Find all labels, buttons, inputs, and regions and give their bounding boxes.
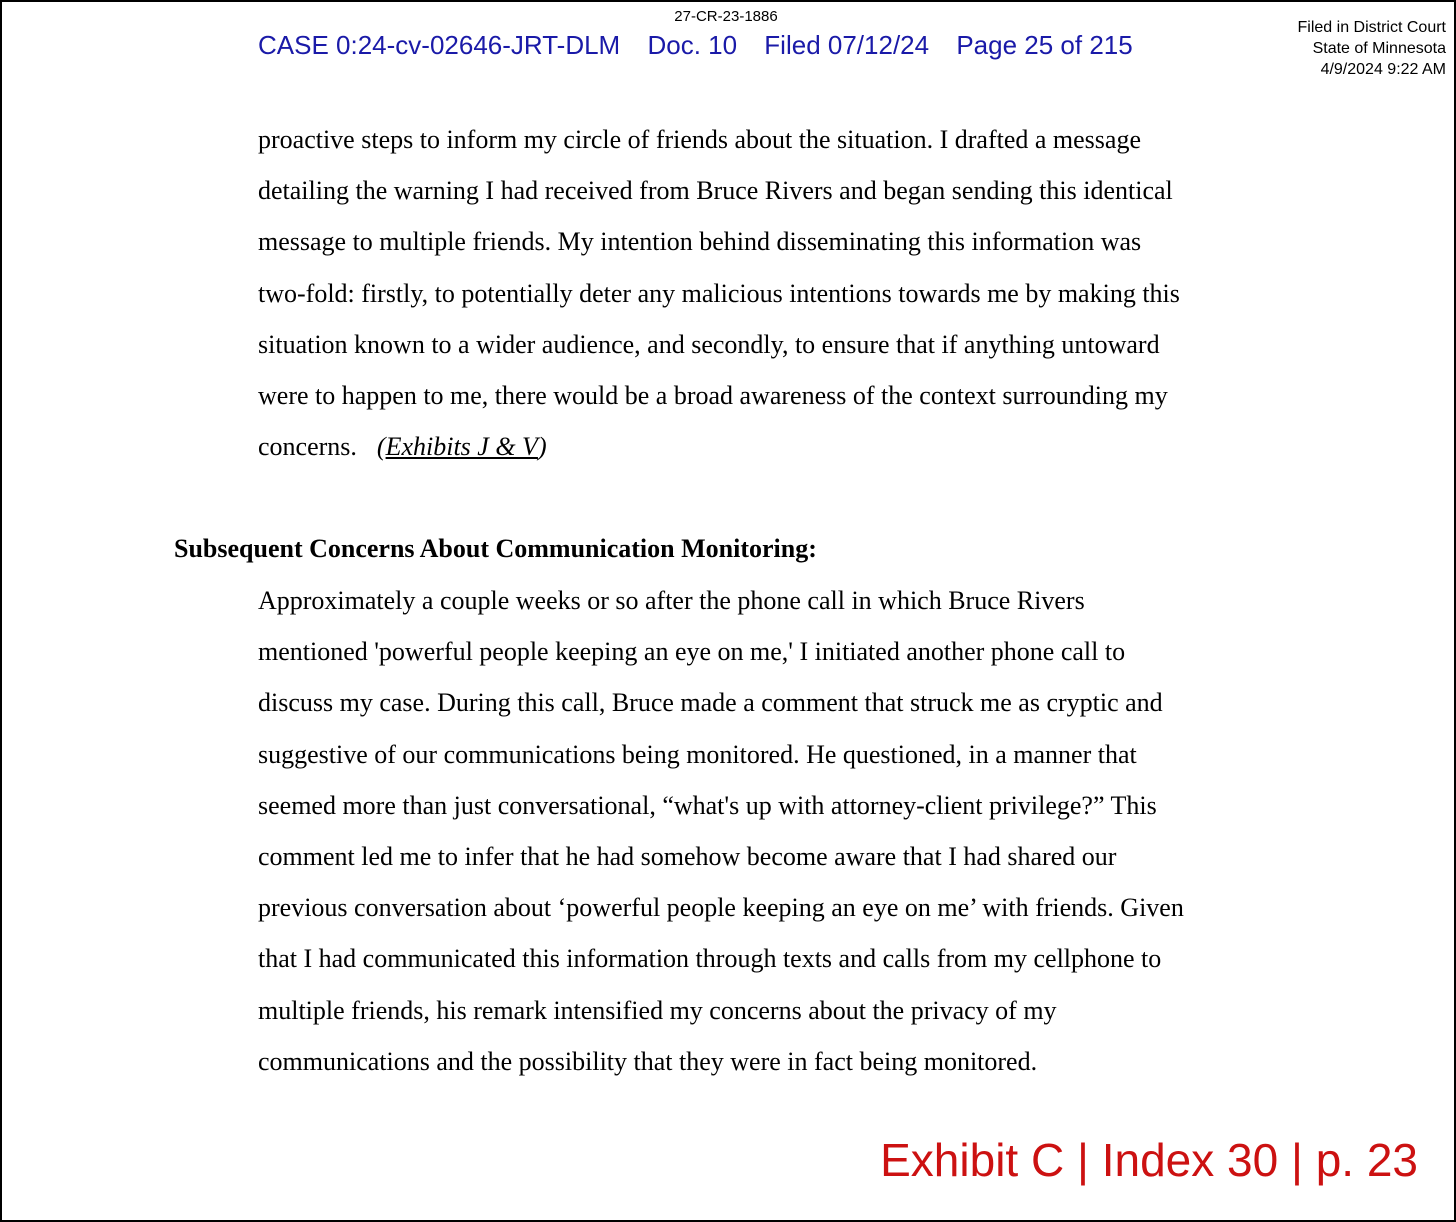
filing-stamp-datetime: 4/9/2024 9:22 AM: [1320, 61, 1446, 78]
paragraph-line: mentioned 'powerful people keeping an eye on me,' I initiated another phone call to: [258, 637, 1126, 667]
paragraph-line: discuss my case. During this call, Bruce made a comment that struck me as cryptic and: [258, 688, 1163, 718]
case-number: CASE 0:24-cv-02646-JRT-DLM: [258, 30, 621, 60]
paragraph-line: comment led me to infer that he had somehow become aware that I had shared our: [258, 841, 1117, 871]
page-number: Page 25 of 215: [956, 30, 1133, 60]
exhibit-reference: [377, 432, 547, 461]
paragraph-line: were to happen to me, there would be a broad awareness of the context surrounding my: [258, 380, 1168, 410]
exhibit-reference-link: Exhibits J & V: [385, 432, 538, 462]
paragraph-line: suggestive of our communications being monitored. He questioned, in a manner that: [258, 739, 1137, 769]
section-heading: Subsequent Concerns About Communication Monitoring:: [174, 534, 817, 563]
paragraph-line: Approximately a couple weeks or so after the phone call in which Bruce Rivers: [258, 586, 1085, 615]
case-header: [258, 30, 1133, 61]
paragraph-line: proactive steps to inform my circle of friends about the situation. I drafted a message: [258, 125, 1141, 154]
exhibit-stamp: Exhibit C | Index 30 | p. 23: [880, 1134, 1418, 1186]
exhibit-open-paren: (: [376, 432, 386, 462]
paragraph-line: that I had communicated this information through texts and calls from my cellphone to: [258, 944, 1162, 974]
paragraph-line: situation known to a wider audience, and secondly, to ensure that if anything untoward: [258, 329, 1160, 359]
paragraph-proactive-steps: [258, 114, 1288, 472]
filing-stamp-state: State of Minnesota: [1312, 40, 1446, 57]
paragraph-line: multiple friends, his remark intensified my concerns about the privacy of my: [258, 995, 1057, 1025]
doc-number: Doc. 10: [647, 30, 738, 60]
paragraph-line: two-fold: firstly, to potentially deter any malicious intentions towards me by making this: [258, 278, 1180, 308]
docket-number: 27-CR-23-1886: [674, 8, 778, 25]
paragraph-last-line: [258, 421, 1288, 472]
filing-stamp-court: Filed in District Court: [1297, 19, 1446, 36]
paragraph-line: seemed more than just conversational, “what's up with attorney-client privilege?” This: [258, 790, 1157, 820]
filed-date: Filed 07/12/24: [764, 30, 930, 60]
exhibit-close-paren: ): [537, 432, 547, 462]
filing-stamp: [1298, 17, 1446, 80]
paragraph-line: previous conversation about ‘powerful people keeping an eye on me’ with friends. Given: [258, 893, 1184, 923]
paragraph-line: message to multiple friends. My intention behind disseminating this information was: [258, 227, 1142, 257]
paragraph-line: detailing the warning I had received from Bruce Rivers and began sending this identical: [258, 176, 1173, 206]
paragraph-line: communications and the possibility that they were in fact being monitored.: [258, 1046, 1038, 1076]
paragraph-last-text: concerns.: [258, 432, 357, 462]
paragraph-monitoring-concerns: [258, 575, 1288, 1087]
